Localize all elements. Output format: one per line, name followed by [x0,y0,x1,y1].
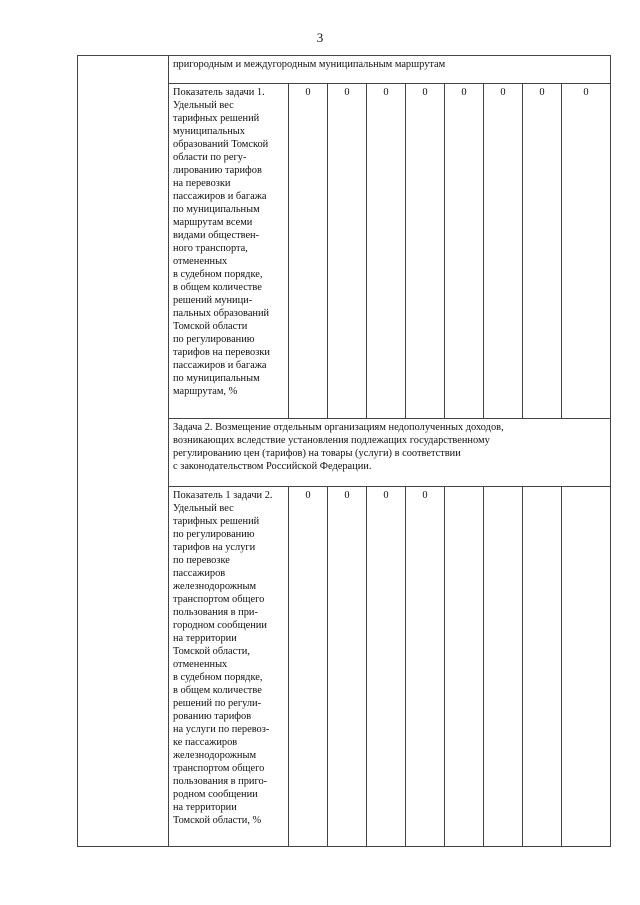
header-text-cell: пригородным и междугородным муниципальным маршрутам [169,56,611,84]
indicator-label-cell: Показатель задачи 1. Удельный вес тарифных решений муниципальных образований Томской области по регу- лированию тарифов на перевозки пассажиров и багажа по муниципальным маршрутам всеми видами обществен- ного транспорта, отмененных в судебном порядке, в общем количестве решений муници- пальных образований Томской области по регулированию тарифов на перевозки пассажиров и багажа по муниципальным маршрутам, % [169,84,289,419]
value-cell: 0 [406,487,445,847]
value-cell [562,487,611,847]
value-cell: 0 [367,84,406,419]
value-cell: 0 [289,84,328,419]
value-cell: 0 [406,84,445,419]
value-cell: 0 [523,84,562,419]
value-cell [484,487,523,847]
value-cell: 0 [289,487,328,847]
value-cell: 0 [328,84,367,419]
value-cell [445,487,484,847]
first-column-cell [78,56,169,847]
task-text-cell: Задача 2. Возмещение отдельным организациям недополученных доходов, возникающих вследствие установления подлежащих государственному регулированию цен (тарифов) на товары (услуги) в соответствии с законодательством Российской Федерации. [169,419,611,487]
value-cell: 0 [445,84,484,419]
page-number: 3 [316,30,324,45]
table-row [78,56,611,84]
value-cell: 0 [328,487,367,847]
value-cell: 0 [562,84,611,419]
value-cell [523,487,562,847]
indicator-label-cell: Показатель 1 задачи 2. Удельный вес тарифных решений по регулированию тарифов на услуги по перевозке пассажиров железнодорожным транспортом общего пользования в при- городном сообщении на территории Томской области, отмененных в судебном порядке, в общем количестве решений по регули- рованию тарифов на услуги по перевоз- ке пассажиров железнодорожным транспортом общего пользования в приго- родном сообщении на территории Томской области, % [169,487,289,847]
value-cell: 0 [367,487,406,847]
value-cell: 0 [484,84,523,419]
indicators-table [77,55,611,847]
